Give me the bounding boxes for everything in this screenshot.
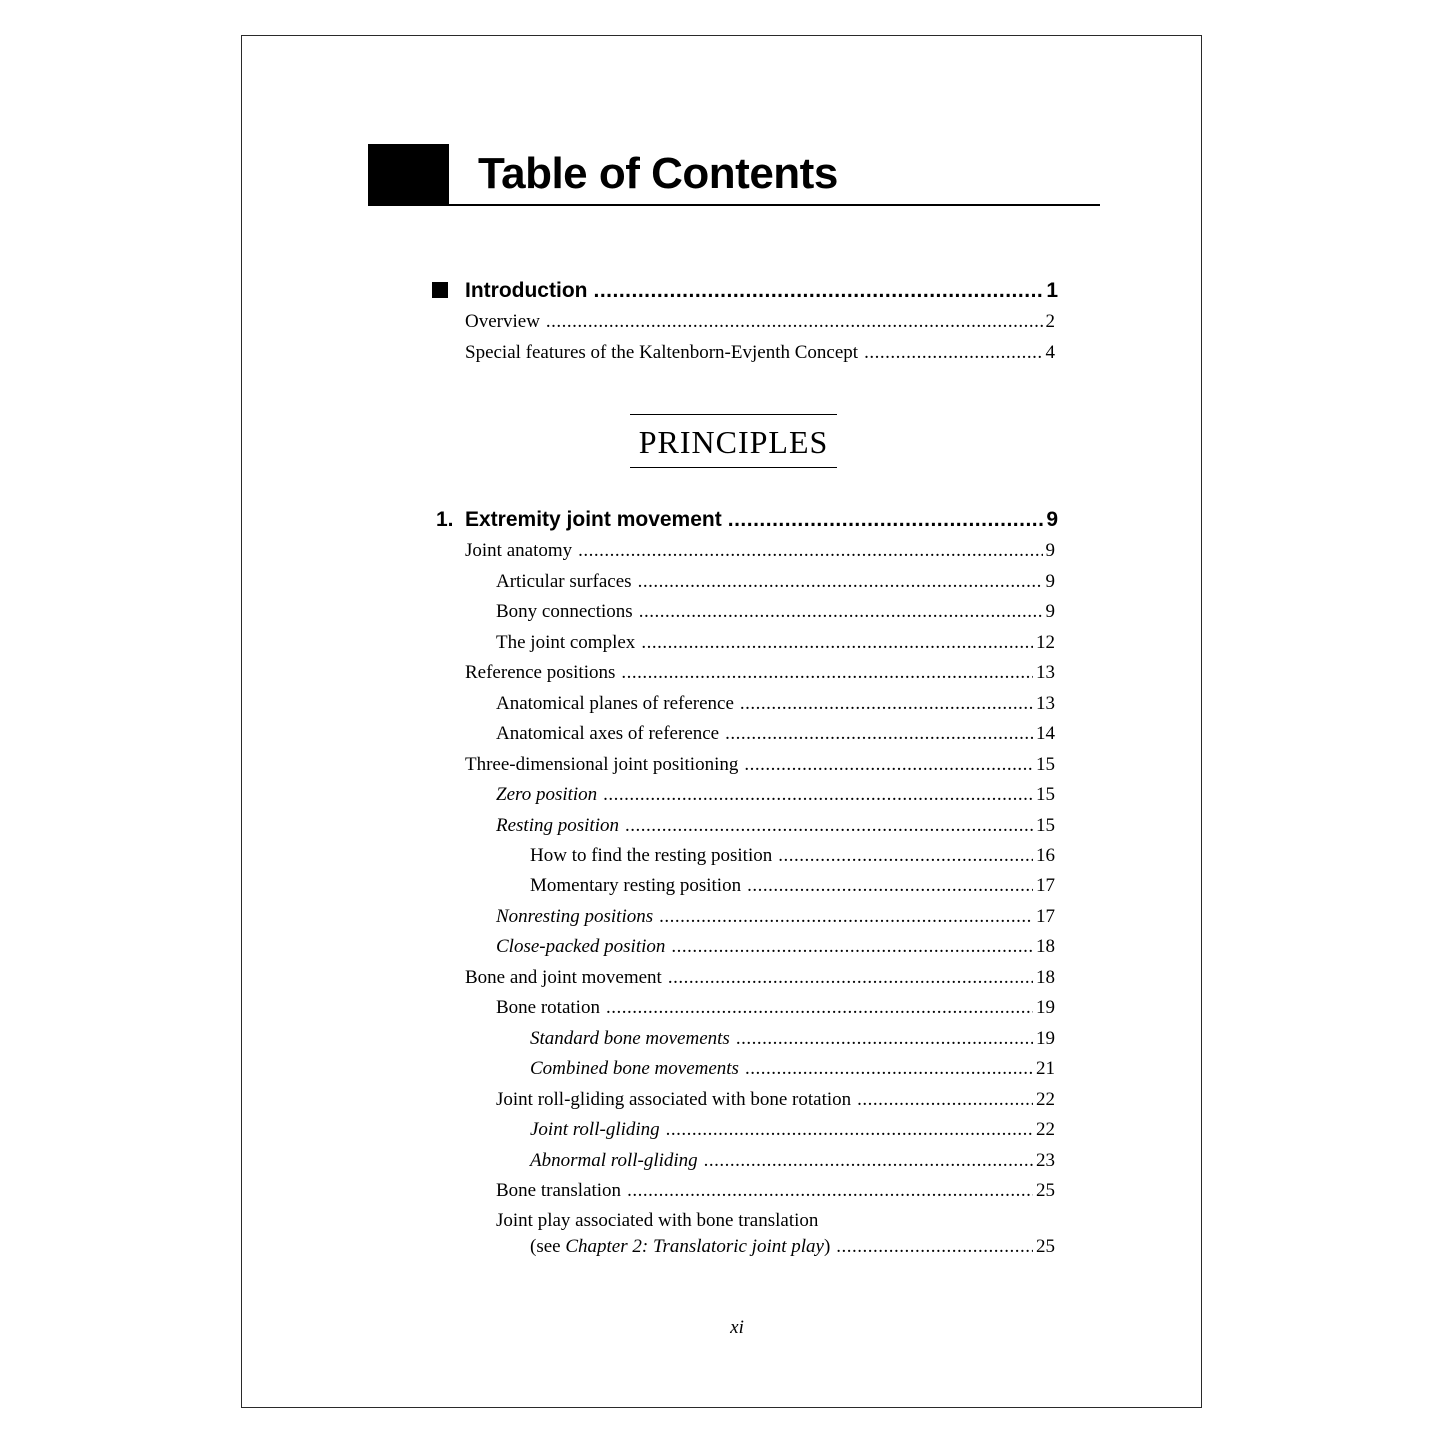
toc-entry[interactable]: [530, 843, 1055, 869]
leader-dots: [744, 752, 1033, 778]
toc-entry-label: [530, 1234, 830, 1260]
toc-page-number: 2: [1045, 311, 1055, 332]
toc-entry[interactable]: [530, 873, 1055, 899]
toc-entry[interactable]: [530, 1117, 1055, 1143]
entry-prefix: (see: [530, 1236, 566, 1257]
toc-entry[interactable]: [530, 1148, 1055, 1174]
toc-entry[interactable]: [496, 995, 1055, 1021]
chapter-number: 1.: [436, 508, 454, 531]
title-underline: [449, 204, 1100, 206]
leader-dots: [864, 340, 1042, 366]
toc-entry[interactable]: [465, 965, 1055, 991]
leader-dots: [546, 309, 1043, 335]
toc-entry-label: Bone translation: [496, 1180, 622, 1201]
leader-dots: [641, 630, 1033, 656]
leader-dots: [603, 782, 1033, 808]
leader-dots: [666, 1117, 1033, 1143]
toc-entry-label: Bone rotation: [496, 997, 600, 1018]
toc-page-number: 19: [1036, 1028, 1055, 1049]
toc-entry-label: Joint anatomy: [465, 540, 573, 561]
toc-entry[interactable]: [465, 660, 1055, 686]
toc-entry-label: Anatomical axes of reference: [496, 723, 720, 744]
toc-entry[interactable]: [465, 752, 1055, 778]
leader-dots: [857, 1087, 1033, 1113]
leader-dots: [736, 1026, 1033, 1052]
toc-entry-label: Abnormal roll-gliding: [530, 1150, 698, 1171]
toc-entry-label: Anatomical planes of reference: [496, 693, 734, 714]
leader-dots: [625, 813, 1033, 839]
toc-entry[interactable]: [465, 309, 1055, 335]
toc-page-number: 17: [1036, 875, 1055, 896]
leader-dots: [659, 904, 1033, 930]
section-title-principles: PRINCIPLES: [630, 414, 837, 468]
toc-page-number: 15: [1036, 784, 1055, 805]
toc-page-number: 15: [1036, 754, 1055, 775]
leader-dots: [747, 873, 1033, 899]
toc-page-number: 13: [1036, 693, 1055, 714]
leader-dots: [578, 538, 1042, 564]
toc-entry-label: The joint complex: [496, 632, 636, 653]
toc-entry-label: Three-dimensional joint positioning: [465, 754, 739, 775]
toc-entry[interactable]: [496, 934, 1055, 960]
toc-page-number: 23: [1036, 1150, 1055, 1171]
entry-italic-reference: Chapter 2: Translatoric joint play: [565, 1236, 824, 1257]
toc-page-number: 19: [1036, 997, 1055, 1018]
toc-entry-label: Standard bone movements: [530, 1028, 730, 1049]
toc-entry[interactable]: [496, 1178, 1055, 1204]
toc-entry-label: Joint roll-gliding associated with bone rotation: [496, 1089, 852, 1110]
toc-page-number: 9: [1045, 571, 1055, 592]
leader-dots: [627, 1178, 1033, 1204]
toc-entry[interactable]: [496, 1087, 1055, 1113]
toc-page-number: 1: [1046, 279, 1058, 302]
toc-page-number: 16: [1036, 845, 1055, 866]
toc-entry-label: Articular surfaces: [496, 571, 632, 592]
toc-entry-label: Bony connections: [496, 601, 633, 622]
title-black-block: [368, 144, 449, 206]
toc-entry[interactable]: [465, 538, 1055, 564]
entry-suffix: ): [823, 1236, 831, 1257]
leader-dots: [728, 506, 1044, 534]
leader-dots: [671, 934, 1033, 960]
toc-entry-label: Joint roll-gliding: [530, 1119, 660, 1140]
toc-entry[interactable]: [496, 782, 1055, 808]
toc-page-number: 14: [1036, 723, 1055, 744]
page-title: Table of Contents: [478, 149, 838, 198]
leader-dots: [638, 569, 1043, 595]
toc-page-number: 4: [1045, 342, 1055, 363]
toc-heading-label: Introduction: [465, 279, 588, 302]
toc-entry[interactable]: [496, 630, 1055, 656]
toc-entry-label: Bone and joint movement: [465, 967, 662, 988]
toc-entry-label: Resting position: [496, 815, 619, 836]
leader-dots: [704, 1148, 1033, 1174]
toc-page-number: 22: [1036, 1119, 1055, 1140]
toc-entry[interactable]: [496, 691, 1055, 717]
square-bullet-icon: [432, 282, 448, 298]
toc-entry-label: Reference positions: [465, 662, 616, 683]
toc-page-number: 9: [1046, 508, 1058, 531]
toc-entry-label: Nonresting positions: [496, 906, 654, 927]
leader-dots: [639, 599, 1043, 625]
toc-page-number: 12: [1036, 632, 1055, 653]
leader-dots: [593, 277, 1043, 305]
toc-page-number: 17: [1036, 906, 1055, 927]
leader-dots: [778, 843, 1033, 869]
toc-entry[interactable]: [530, 1026, 1055, 1052]
leader-dots: [621, 660, 1033, 686]
toc-entry[interactable]: [530, 1234, 1055, 1260]
toc-entry-label: Overview: [465, 311, 540, 332]
toc-entry[interactable]: [496, 904, 1055, 930]
toc-heading-chapter-1[interactable]: [465, 506, 1058, 534]
toc-entry[interactable]: [465, 340, 1055, 366]
toc-entry[interactable]: [496, 721, 1055, 747]
toc-entry-label: How to find the resting position: [530, 845, 773, 866]
leader-dots: [745, 1056, 1033, 1082]
toc-page-number: 9: [1045, 540, 1055, 561]
toc-entry[interactable]: [496, 813, 1055, 839]
leader-dots: [725, 721, 1033, 747]
leader-dots: [606, 995, 1033, 1021]
toc-entry-label: Momentary resting position: [530, 875, 742, 896]
toc-heading-label: Extremity joint movement: [465, 508, 722, 531]
toc-entry-label: Zero position: [496, 784, 598, 805]
leader-dots: [668, 965, 1033, 991]
toc-page-number: 21: [1036, 1058, 1055, 1079]
toc-entry-line1[interactable]: Joint play associated with bone translation: [496, 1210, 819, 1231]
toc-page-number: 25: [1036, 1180, 1055, 1201]
toc-page-number: 9: [1045, 601, 1055, 622]
page-folio: xi: [730, 1317, 744, 1338]
toc-page-number: 22: [1036, 1089, 1055, 1110]
toc-heading-introduction[interactable]: [465, 277, 1058, 305]
toc-page-number: 15: [1036, 815, 1055, 836]
toc-page-number: 18: [1036, 936, 1055, 957]
toc-entry[interactable]: [496, 569, 1055, 595]
toc-page-number: 18: [1036, 967, 1055, 988]
toc-page-number: 25: [1036, 1236, 1055, 1257]
leader-dots: [836, 1234, 1033, 1260]
toc-entry-label: Close-packed position: [496, 936, 666, 957]
toc-page-number: 13: [1036, 662, 1055, 683]
toc-entry[interactable]: [496, 599, 1055, 625]
toc-entry-label: Special features of the Kaltenborn-Evjenth Concept: [465, 342, 859, 363]
leader-dots: [740, 691, 1033, 717]
toc-entry-label: Combined bone movements: [530, 1058, 739, 1079]
toc-entry[interactable]: [530, 1056, 1055, 1082]
